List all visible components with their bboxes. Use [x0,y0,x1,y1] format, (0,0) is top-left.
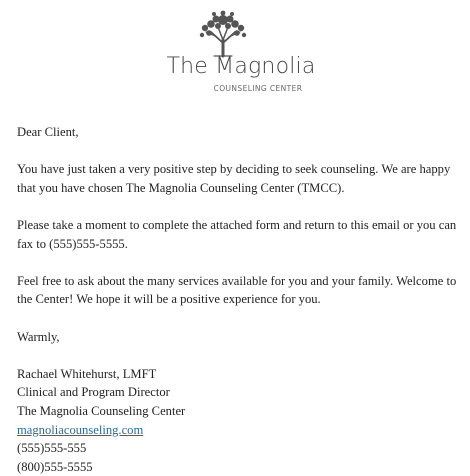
company-logo [0,0,470,105]
signature-name: Rachael Whitehurst, LMFT [17,366,157,381]
email-body [17,123,462,476]
logo-subtitle: COUNSELING CENTER [213,84,303,93]
greeting: Dear Client, [17,125,79,139]
logo-name: The Magnolia [166,54,316,79]
signature-org: The Magnolia Counseling Center [17,403,186,418]
signature-phone-2: (800)555-5555 [17,459,93,474]
paragraph-intro: You have just taken a very positive step by deciding to seek counseling. We are happy that you have chosen The Magnolia Counseling Center (TMCC). [17,162,451,195]
paragraph-form: Please take a moment to complete the attached form and return to this email or you can fax to (555)555-5555. [17,217,457,251]
signature-block [17,365,462,476]
paragraph-welcome: Feel free to ask about the many services available for you and your family. Welcome to the Center! We hope it will be a positive experience for you. [17,273,457,307]
website-link[interactable]: magnoliacounseling.com [17,422,144,437]
closing: Warmly, [17,329,60,344]
magnolia-tree-icon [196,10,250,58]
signature-phone-1: (555)555-555 [17,441,87,456]
signature-title: Clinical and Program Director [17,385,170,400]
